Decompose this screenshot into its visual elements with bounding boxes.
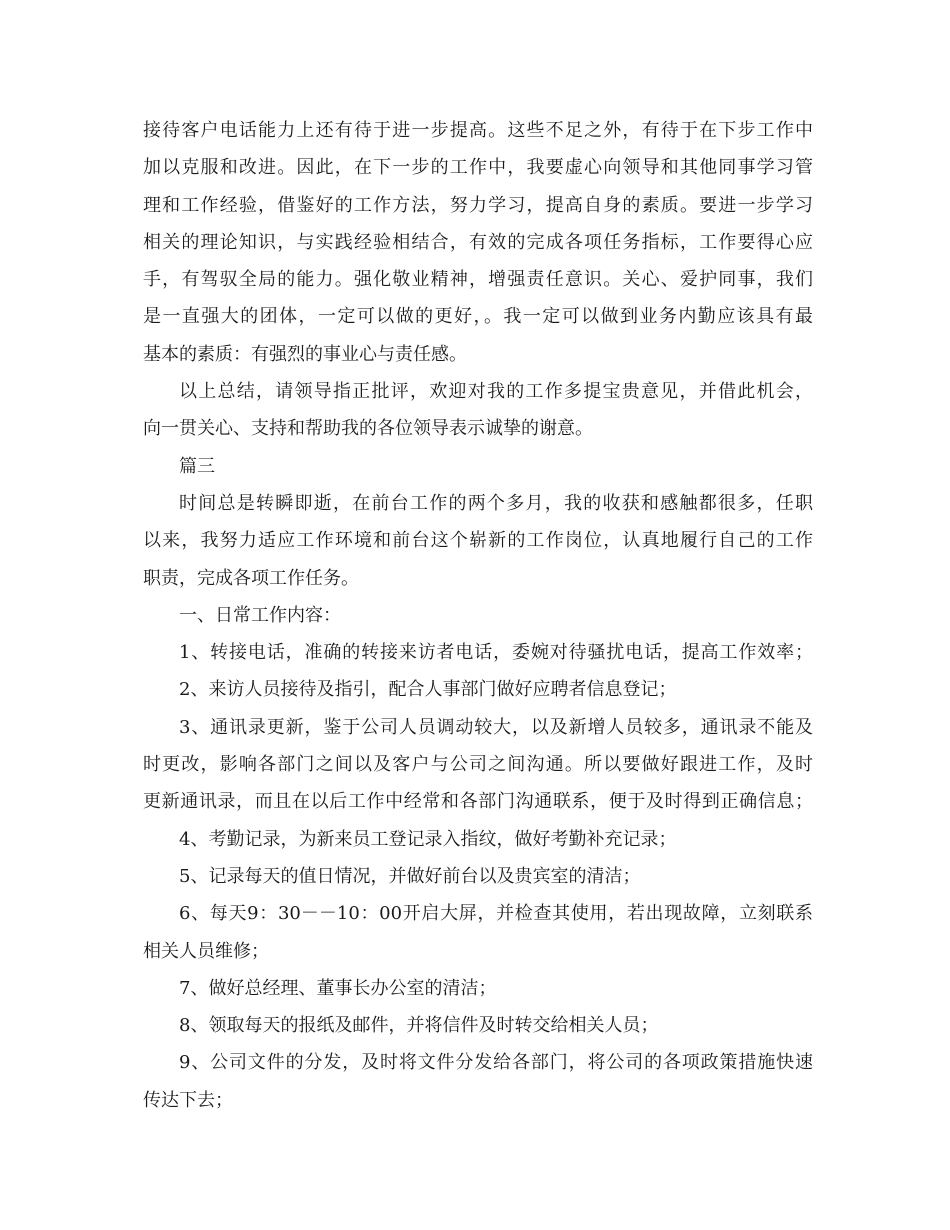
text-line: 时间总是转瞬即逝，在前台工作的两个多月，我的收获和感触都很多，任职 <box>179 492 813 514</box>
text-line: 职责，完成各项工作任务。 <box>143 567 359 589</box>
text-line: 基本的素质：有强烈的事业心与责任感。 <box>143 343 467 365</box>
text-line: 更新通讯录，而且在以后工作中经常和各部门沟通联系，便于及时得到正确信息； <box>143 791 813 813</box>
text-line: 是一直强大的团体，一定可以做的更好，。我一定可以做到业务内勤应该具有最 <box>143 306 813 328</box>
text-line: 9、公司文件的分发，及时将文件分发给各部门，将公司的各项政策措施快速 <box>179 1052 813 1074</box>
text-line: 7、做好总经理、董事长办公室的清洁； <box>179 977 497 999</box>
text-line: 2、来访人员接待及指引，配合人事部门做好应聘者信息登记； <box>179 679 677 701</box>
text-line: 加以克服和改进。因此，在下一步的工作中，我要虚心向领导和其他同事学习管 <box>143 157 813 179</box>
text-line: 以上总结，请领导指正批评，欢迎对我的工作多提宝贵意见，并借此机会， <box>179 381 813 403</box>
text-line: 理和工作经验，借鉴好的工作方法，努力学习，提高自身的素质。要进一步学习 <box>143 194 813 216</box>
text-line: 向一贯关心、支持和帮助我的各位领导表示诚挚的谢意。 <box>143 418 593 440</box>
text-line: 相关人员维修； <box>143 940 269 962</box>
text-line: 1、转接电话，准确的转接来访者电话，委婉对待骚扰电话，提高工作效率； <box>179 642 813 664</box>
text-line: 3、通讯录更新，鉴于公司人员调动较大，以及新增人员较多，通讯录不能及 <box>179 716 813 738</box>
text-line: 一、日常工作内容： <box>179 604 341 626</box>
text-line: 篇三 <box>179 455 215 477</box>
text-line: 5、记录每天的值日情况，并做好前台以及贵宾室的清洁； <box>179 865 641 887</box>
text-line: 8、领取每天的报纸及邮件，并将信件及时转交给相关人员； <box>179 1015 659 1037</box>
text-line: 时更改，影响各部门之间以及客户与公司之间沟通。所以要做好跟进工作，及时 <box>143 754 813 776</box>
text-line: 相关的理论知识，与实践经验相结合，有效的完成各项任务指标，工作要得心应 <box>143 231 813 253</box>
text-line: 6、每天9：30－－10：00开启大屏，并检查其使用，若出现故障，立刻联系 <box>179 903 813 925</box>
text-line: 传达下去； <box>143 1089 233 1111</box>
text-line: 4、考勤记录，为新来员工登记录入指纹，做好考勤补充记录； <box>179 828 677 850</box>
text-line: 接待客户电话能力上还有待于进一步提高。这些不足之外，有待于在下步工作中 <box>143 120 813 141</box>
document-body <box>143 112 813 1119</box>
text-line: 手，有驾驭全局的能力。强化敬业精神，增强责任意识。关心、爱护同事，我们 <box>143 269 813 291</box>
text-line: 以来，我努力适应工作环境和前台这个崭新的工作岗位，认真地履行自己的工作 <box>143 530 813 552</box>
